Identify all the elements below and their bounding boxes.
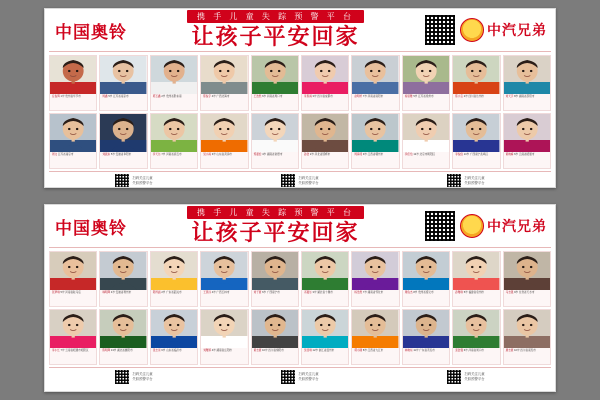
child-photo <box>302 114 348 152</box>
child-caption <box>453 152 499 168</box>
child-photo <box>50 310 96 348</box>
footer-qr-item[interactable] <box>447 174 484 188</box>
child-info: 4岁 广西玉林市 <box>211 291 230 294</box>
child-caption <box>100 290 146 306</box>
missing-child-card[interactable] <box>452 55 500 111</box>
child-name: 刘子豪 <box>253 291 262 294</box>
child-name: 李思雨 <box>304 95 312 98</box>
child-photo <box>100 114 146 152</box>
footer-note <box>464 372 484 381</box>
child-info: 1岁 贵州省毕节市 <box>60 95 81 98</box>
child-caption <box>201 152 247 168</box>
child-photo <box>403 252 449 290</box>
child-name: 郭小刚 <box>354 349 363 352</box>
child-caption <box>403 290 449 306</box>
child-caption <box>352 94 398 110</box>
child-caption <box>302 290 348 306</box>
child-name: 刘天宇 <box>505 95 514 98</box>
child-photo <box>100 56 146 94</box>
child-info: 5岁 安徽省阜阳市 <box>110 153 132 156</box>
tiger-mascot-icon <box>460 18 484 42</box>
footer-qr-item[interactable] <box>447 370 484 384</box>
child-name: 刘雅婷 <box>203 349 211 352</box>
child-info: 13岁 湖北省襄阳市 <box>110 349 133 352</box>
qr-code-icon[interactable] <box>447 370 461 384</box>
child-photo <box>201 252 247 290</box>
child-name: 张浩强 <box>455 349 463 352</box>
footer-note <box>298 372 318 381</box>
footer-note-line1: 扫码关注儿童 <box>464 176 485 181</box>
child-name: 黄志豪 <box>253 349 262 352</box>
banner-title: 让孩子平安回家 <box>191 24 360 50</box>
footer-note-line1: 扫码关注儿童 <box>464 372 485 377</box>
child-caption <box>352 290 398 306</box>
child-info: 2岁 广东省韶关市 <box>161 291 182 294</box>
missing-child-card[interactable] <box>49 309 97 365</box>
child-info: 3岁 四川省成都市 <box>312 95 333 98</box>
missing-child-card[interactable] <box>49 113 97 169</box>
brand-left-text-2: 中国奥铃 <box>55 218 127 238</box>
child-photo <box>453 114 499 152</box>
missing-child-card[interactable] <box>402 55 450 111</box>
child-photo <box>151 56 197 94</box>
qr-code-icon[interactable] <box>447 174 461 188</box>
child-caption <box>201 348 247 364</box>
child-photo <box>50 56 96 94</box>
missing-child-card[interactable] <box>503 251 551 307</box>
child-info: 7岁 河南省商丘市 <box>161 153 182 156</box>
child-info: 6岁 河南省周口市 <box>262 95 283 98</box>
missing-child-card[interactable] <box>150 251 198 307</box>
missing-child-card[interactable] <box>99 55 147 111</box>
child-info: 5岁 河南省驻马店 <box>60 291 81 294</box>
child-info: 7岁 河南省南阳市 <box>362 95 384 98</box>
child-caption <box>100 94 146 110</box>
missing-child-card[interactable] <box>200 251 248 307</box>
banner-subtitle: 携 手 儿 童 失 踪 预 警 平 台 <box>187 10 364 23</box>
child-caption <box>100 348 146 364</box>
child-name: 陈俊宇 <box>203 95 211 98</box>
child-name: 孙浩 <box>304 153 310 156</box>
board-top <box>44 8 556 188</box>
missing-child-card[interactable] <box>49 55 97 111</box>
child-caption <box>50 290 96 306</box>
child-caption <box>504 94 550 110</box>
child-info: 4岁 安徽省亳州市 <box>110 291 132 294</box>
footer-qr-item[interactable] <box>115 174 152 188</box>
missing-child-card[interactable] <box>301 309 349 365</box>
child-photo <box>100 310 146 348</box>
child-photo <box>201 114 247 152</box>
missing-child-card[interactable] <box>251 251 299 307</box>
poster-footer-top <box>45 172 555 188</box>
child-photo <box>504 114 550 152</box>
missing-children-grid-top <box>45 52 555 171</box>
missing-child-card[interactable] <box>452 251 500 307</box>
qr-code-icon[interactable] <box>115 174 129 188</box>
footer-note-line2: 失踪预警平台 <box>132 181 153 185</box>
missing-child-card[interactable] <box>251 55 299 111</box>
child-photo <box>352 56 398 94</box>
qr-code-icon[interactable] <box>281 174 295 188</box>
child-info: 10岁 四川省绵阳市 <box>262 349 284 352</box>
child-photo <box>302 56 348 94</box>
missing-child-card[interactable] <box>503 309 551 365</box>
footer-note-line2: 失踪预警平台 <box>464 181 485 185</box>
missing-child-card[interactable] <box>301 113 349 169</box>
brand-right-text: 中汽兄弟 <box>487 22 547 38</box>
missing-child-card[interactable] <box>452 309 500 365</box>
child-info: 5岁 江苏省徐州市 <box>413 95 434 98</box>
child-photo <box>352 114 398 152</box>
child-caption <box>252 290 298 306</box>
child-info: 6岁 广西南宁市 <box>262 291 280 294</box>
child-photo <box>252 114 298 152</box>
child-info: 8岁 湖南省邵阳市 <box>514 95 535 98</box>
missing-child-card[interactable] <box>351 113 399 169</box>
missing-child-card[interactable] <box>200 55 248 111</box>
child-caption <box>252 348 298 364</box>
child-info: 12岁 浙江省温州市 <box>312 349 335 352</box>
missing-child-card[interactable] <box>402 309 450 365</box>
child-info: 7岁 湖南省怀化市 <box>362 291 384 294</box>
child-name: 杨浩然 <box>354 291 363 294</box>
child-caption <box>403 94 449 110</box>
qr-code-icon-2[interactable] <box>424 210 456 242</box>
footer-note-line2: 失踪预警平台 <box>298 377 319 381</box>
footer-qr-item[interactable] <box>281 370 318 384</box>
child-caption <box>504 290 550 306</box>
child-photo <box>453 310 499 348</box>
missing-child-card[interactable] <box>503 113 551 169</box>
child-photo <box>453 56 499 94</box>
child-name: 周文 <box>52 153 58 156</box>
child-photo <box>201 56 247 94</box>
missing-child-card[interactable] <box>301 55 349 111</box>
child-caption <box>302 348 348 364</box>
child-name: 任俊辉 <box>52 95 60 98</box>
child-caption <box>453 290 499 306</box>
child-photo <box>504 56 550 94</box>
footer-note-line2: 失踪预警平台 <box>132 377 153 381</box>
child-caption <box>50 348 96 364</box>
footer-note-line1: 扫码关注儿童 <box>132 176 153 181</box>
child-info: 6岁 河南省周口市 <box>463 349 485 352</box>
child-caption <box>252 94 298 110</box>
child-caption <box>151 290 197 306</box>
child-caption <box>453 94 499 110</box>
missing-child-card[interactable] <box>351 309 399 365</box>
child-info: 6岁 山东省临沂市 <box>161 349 182 352</box>
missing-child-card[interactable] <box>251 113 299 169</box>
footer-note-line2: 失踪预警平台 <box>298 181 319 185</box>
child-photo <box>100 252 146 290</box>
brand-right-text-2: 中汽兄弟 <box>487 218 547 234</box>
child-name: 陈明辉 <box>102 349 111 352</box>
brand-left-text: 中国奥铃 <box>55 22 127 42</box>
missing-child-card[interactable] <box>402 113 450 169</box>
poster-footer-bottom <box>45 368 555 387</box>
brand-right-2 <box>460 214 549 238</box>
child-caption <box>201 94 247 110</box>
child-info: 2岁 河北省邯郸市 <box>309 153 331 156</box>
child-name: 王浩然 <box>253 95 262 98</box>
child-photo <box>403 114 449 152</box>
child-caption <box>50 94 96 110</box>
footer-note <box>298 176 318 185</box>
child-caption <box>504 152 550 168</box>
child-info: 10岁 四川省南充市 <box>514 349 536 352</box>
footer-qr-item[interactable] <box>281 174 318 188</box>
child-caption <box>302 152 348 168</box>
child-info: 4岁 广西北海市 <box>211 95 230 98</box>
child-info: 江苏省南京市 <box>57 153 74 156</box>
child-name: 周鑫 <box>102 95 108 98</box>
missing-child-card[interactable] <box>150 309 198 365</box>
child-name: 林晓东 <box>404 349 413 352</box>
child-photo <box>252 310 298 348</box>
board-bottom <box>44 204 556 392</box>
poster-header <box>45 9 555 51</box>
banner-center <box>131 10 420 49</box>
child-caption <box>151 348 197 364</box>
missing-child-card[interactable] <box>351 55 399 111</box>
child-caption <box>252 152 298 168</box>
child-photo <box>504 310 550 348</box>
child-caption <box>151 152 197 168</box>
child-photo <box>201 310 247 348</box>
footer-note <box>464 176 484 185</box>
footer-note <box>132 176 152 185</box>
child-photo <box>302 252 348 290</box>
missing-child-card[interactable] <box>251 309 299 365</box>
child-caption <box>453 348 499 364</box>
footer-note <box>132 372 152 381</box>
missing-child-card[interactable] <box>351 251 399 307</box>
child-info: 9岁 甘肃省天水市 <box>514 291 535 294</box>
child-photo <box>403 56 449 94</box>
child-name: 张志远 <box>152 349 161 352</box>
child-name: 王思远 <box>203 291 211 294</box>
child-caption <box>352 152 398 168</box>
child-info: 2岁 贵州省黔东南 <box>161 95 182 98</box>
child-info: 5岁 江苏省南京市 <box>108 95 129 98</box>
child-caption <box>50 152 96 168</box>
child-name: 郭玉鑫 <box>152 95 161 98</box>
child-name: 杨思雅 <box>404 95 413 98</box>
child-info: 8岁 江西省九江市 <box>362 349 384 352</box>
child-caption <box>504 348 550 364</box>
missing-child-card[interactable] <box>301 251 349 307</box>
child-photo <box>252 56 298 94</box>
child-name: 赵明轩 <box>354 95 363 98</box>
child-photo <box>151 252 197 290</box>
child-name: 周俊杰 <box>404 291 413 294</box>
child-name: 刘振东 <box>102 153 111 156</box>
child-name: 陈梓涵 <box>152 291 161 294</box>
child-info: 8岁 贵州省遵义市 <box>413 291 434 294</box>
child-info: 9岁 江西省赣州市 <box>362 153 384 156</box>
child-photo <box>352 252 398 290</box>
child-photo <box>453 252 499 290</box>
missing-child-card[interactable] <box>503 55 551 111</box>
child-name: 吴小雨 <box>203 153 211 156</box>
missing-child-card[interactable] <box>150 113 198 169</box>
child-caption <box>201 290 247 306</box>
missing-child-card[interactable] <box>200 113 248 169</box>
tiger-mascot-icon-2 <box>460 214 484 238</box>
child-name: 黄晓梅 <box>505 153 514 156</box>
footer-note-line1: 扫码关注儿童 <box>298 176 319 181</box>
qr-code-icon[interactable] <box>281 370 295 384</box>
banner-center-2 <box>131 206 420 245</box>
child-info: 11岁 广东省茂名市 <box>413 349 435 352</box>
missing-child-card[interactable] <box>200 309 248 365</box>
missing-child-card[interactable] <box>452 113 500 169</box>
child-photo <box>403 310 449 348</box>
footer-note-line1: 扫码关注儿童 <box>298 372 319 377</box>
child-name: 李佳怡 <box>404 153 413 156</box>
child-caption <box>352 348 398 364</box>
child-caption <box>100 152 146 168</box>
missing-child-card[interactable] <box>99 309 147 365</box>
poster-header-2 <box>45 205 555 247</box>
banner-title-2: 让孩子平安回家 <box>191 220 360 246</box>
child-caption <box>302 94 348 110</box>
footer-note-line1: 扫码关注儿童 <box>132 372 153 377</box>
missing-children-grid-bottom <box>45 248 555 367</box>
qr-code-icon[interactable] <box>424 14 456 46</box>
child-photo <box>504 252 550 290</box>
qr-code-icon[interactable] <box>115 370 129 384</box>
child-name: 周海涛 <box>354 153 363 156</box>
child-photo <box>50 252 96 290</box>
child-name: 李天乐 <box>152 153 161 156</box>
child-name: 吴佳琪 <box>304 349 312 352</box>
child-info: 3岁 山东省菏泽市 <box>211 153 233 156</box>
child-info: 12岁 北京市朝阳区 <box>413 153 436 156</box>
child-name: 邓嘉乐 <box>304 291 312 294</box>
missing-child-card[interactable] <box>99 113 147 169</box>
child-name: 郑嘉怡 <box>253 153 262 156</box>
child-name: 李小红 <box>52 349 60 352</box>
child-name: 韩明辉 <box>102 291 111 294</box>
child-info: 5岁 福建省泉州市 <box>463 291 485 294</box>
child-name: 孙雅琪 <box>455 291 463 294</box>
child-info: 2岁 四川省达州市 <box>463 95 485 98</box>
child-info: 4岁 湖南省岳阳市 <box>211 349 233 352</box>
brand-right <box>460 18 549 42</box>
child-info: 3岁 湖北省十堰市 <box>312 291 333 294</box>
missing-child-card[interactable] <box>150 55 198 111</box>
child-info: 6岁 云南省昭通市 <box>514 153 535 156</box>
child-info: 7岁 云南省昭通市昭阳区 <box>60 349 89 352</box>
child-name: 陈小宝 <box>455 95 463 98</box>
child-photo <box>302 310 348 348</box>
child-info: 13岁 广西南宁武鸣区 <box>463 153 489 156</box>
child-photo <box>252 252 298 290</box>
child-name: 李俊伯 <box>455 153 463 156</box>
missing-child-card[interactable] <box>402 251 450 307</box>
missing-child-card[interactable] <box>99 251 147 307</box>
banner-subtitle-2: 携 手 儿 童 失 踪 预 警 平 台 <box>187 206 364 219</box>
missing-child-card[interactable] <box>49 251 97 307</box>
child-photo <box>352 310 398 348</box>
child-name: 马志强 <box>505 291 514 294</box>
child-photo <box>151 114 197 152</box>
child-name: 张梦琪 <box>52 291 60 294</box>
child-photo <box>50 114 96 152</box>
child-caption <box>151 94 197 110</box>
child-caption <box>403 348 449 364</box>
footer-note-line2: 失踪预警平台 <box>464 377 485 381</box>
child-photo <box>151 310 197 348</box>
child-caption <box>403 152 449 168</box>
child-name: 唐志豪 <box>505 349 514 352</box>
child-info: 4岁 湖南省常德市 <box>262 153 283 156</box>
footer-qr-item[interactable] <box>115 370 152 384</box>
